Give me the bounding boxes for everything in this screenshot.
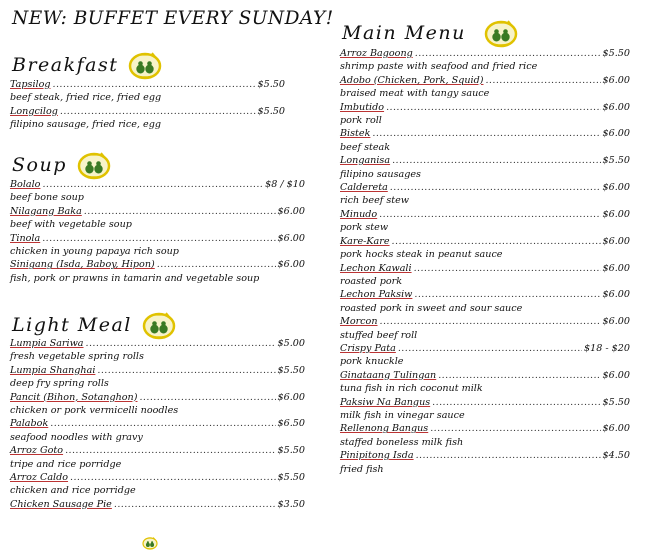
menu-item-name: Lumpia Sariwa (10, 338, 84, 349)
menu-item-line (340, 208, 630, 221)
menu-item-line (10, 498, 305, 511)
main-menu-items (340, 47, 630, 476)
menu-item-line (10, 364, 305, 377)
menu-item-description: fresh vegetable spring rolls (10, 351, 144, 363)
breakfast-heading (12, 50, 162, 80)
menu-item (340, 74, 630, 101)
menu-item-description: chicken or pork vermicelli noodles (10, 405, 179, 417)
light-meal-heading (12, 310, 176, 340)
menu-item (340, 47, 630, 74)
menu-item-line (340, 154, 630, 167)
menu-item-price: $6.00 (602, 74, 630, 86)
menu-item (340, 235, 630, 262)
menu-item-price: $5.50 (257, 105, 285, 117)
dot-leader (386, 101, 600, 114)
menu-item-description: milk fish in vinegar sauce (340, 409, 465, 421)
menu-item (340, 449, 630, 476)
section-title: Breakfast (12, 54, 119, 76)
dot-leader (42, 178, 263, 191)
menu-item-price: $6.00 (602, 128, 630, 140)
menu-item-description: tuna fish in rich coconut milk (340, 383, 483, 395)
dot-leader (430, 422, 600, 435)
menu-item-price: $6.00 (602, 262, 630, 274)
menu-item (10, 78, 285, 105)
menu-item-description: stuffed beef roll (340, 329, 418, 341)
menu-item-price: $6.00 (602, 423, 630, 435)
menu-item-name: Palabok (10, 418, 49, 430)
menu-item-description: braised meat with tangy sauce (340, 88, 490, 100)
menu-item-line (10, 391, 305, 404)
dot-leader (86, 337, 276, 350)
menu-item-price: $6.00 (277, 259, 305, 271)
menu-item-price: $6.00 (277, 391, 305, 403)
menu-item-description: shrimp paste with seafood and fried rice (340, 61, 538, 73)
section-title: Soup (12, 154, 67, 176)
menu-item (10, 444, 305, 471)
dot-leader (84, 205, 276, 218)
menu-item-name: Sinigang (Isda, Baboy, Hipon) (10, 259, 155, 271)
menu-item (340, 262, 630, 289)
menu-item-description: pork stew (340, 222, 389, 234)
menu-item-line (340, 235, 630, 248)
menu-item-line (340, 422, 630, 435)
menu-item-price: $6.00 (277, 232, 305, 244)
menu-item (340, 288, 630, 315)
menu-item-line (340, 449, 630, 462)
menu-item-price: $5.50 (602, 396, 630, 408)
menu-item-line (10, 232, 305, 245)
menu-item (340, 127, 630, 154)
menu-item-description: beef with vegetable soup (10, 219, 132, 231)
menu-item-description: pork hocks steak in peanut sauce (340, 249, 503, 261)
menu-item-name: Paksiw Na Bangus (340, 396, 431, 408)
menu-item (340, 369, 630, 396)
menu-item-name: Kare-Kare (340, 235, 390, 247)
menu-item-line (340, 262, 630, 275)
menu-item-name: Arroz Goto (10, 445, 64, 457)
dot-leader (380, 315, 601, 328)
soup-heading (12, 150, 111, 180)
menu-item-price: $6.00 (602, 316, 630, 328)
menu-item-description: roasted pork (340, 275, 403, 287)
menu-item-name: Crispy Pata (340, 342, 396, 354)
menu-item (10, 232, 305, 259)
menu-item-name: Nilagang Baka (10, 205, 82, 217)
menu-item (10, 391, 305, 418)
section-title: Main Menu (342, 22, 466, 44)
restaurant-logo-icon (77, 150, 111, 180)
breakfast-items (10, 78, 285, 132)
menu-item-price: $5.50 (277, 364, 305, 376)
menu-item-description: staffed boneless milk fish (340, 436, 464, 448)
dot-leader (157, 258, 276, 271)
menu-item-name: Arroz Bagoong (340, 48, 413, 59)
soup-items (10, 178, 305, 285)
dot-leader (485, 74, 600, 87)
menu-item-price: $5.50 (257, 79, 285, 90)
menu-item-line (340, 288, 630, 301)
menu-item-description: fish, pork or prawns in tamarin and vegetable soup (10, 272, 260, 284)
menu-item-name: Ginataang Tulingan (340, 369, 437, 381)
menu-item-line (340, 127, 630, 140)
menu-item-name: Pinipitong Isda (340, 450, 414, 462)
menu-item-description: filipino sausages (340, 168, 421, 180)
menu-item-line (10, 78, 285, 91)
menu-item-description: tripe and rice porridge (10, 458, 122, 470)
menu-item-price: $8 / $10 (265, 179, 305, 190)
dot-leader (379, 208, 600, 221)
menu-item (10, 205, 305, 232)
menu-item-price: $5.00 (277, 338, 305, 349)
menu-item-line (340, 315, 630, 328)
menu-item-price: $5.50 (277, 445, 305, 457)
dot-leader (50, 417, 275, 430)
menu-item-name: Longanisa (340, 155, 391, 167)
dot-leader (372, 127, 600, 140)
menu-item-line (340, 47, 630, 60)
menu-item-description: roasted pork in sweet and sour sauce (340, 302, 523, 314)
menu-item-line (340, 369, 630, 382)
restaurant-logo-icon (128, 50, 162, 80)
dot-leader (392, 154, 600, 167)
menu-item-description: chicken and rice porridge (10, 485, 136, 497)
dot-leader (438, 369, 600, 382)
dot-leader (390, 181, 601, 194)
menu-item-line (340, 342, 630, 355)
menu-item-line (10, 258, 305, 271)
menu-item-name: Tapsilog (10, 79, 51, 90)
menu-item-description: deep fry spring rolls (10, 378, 109, 390)
light-meal-items (10, 337, 305, 511)
menu-item-line (10, 471, 305, 484)
menu-item-name: Bolalo (10, 179, 41, 190)
menu-item-price: $6.00 (602, 235, 630, 247)
menu-item (340, 396, 630, 423)
menu-item-description: rich beef stew (340, 195, 410, 207)
restaurant-logo-icon (142, 310, 176, 340)
menu-item (10, 471, 305, 498)
dot-leader (97, 364, 275, 377)
banner-title: NEW: BUFFET EVERY SUNDAY! (12, 8, 334, 29)
menu-item (10, 337, 305, 364)
menu-item (10, 498, 305, 511)
menu-item-line (10, 105, 285, 118)
menu-item (340, 101, 630, 128)
menu-item-price: $6.00 (602, 101, 630, 113)
menu-item-description: beef bone soup (10, 192, 84, 204)
dot-leader (53, 78, 256, 91)
menu-item-line (10, 205, 305, 218)
menu-item-name: Caldereta (340, 182, 388, 194)
menu-item-description: filipino sausage, fried rice, egg (10, 119, 161, 131)
menu-item-line (10, 178, 305, 191)
menu-item (10, 258, 305, 285)
menu-item-price: $6.00 (602, 182, 630, 194)
dot-leader (414, 262, 601, 275)
menu-item (340, 208, 630, 235)
menu-item-description: pork knuckle (340, 356, 404, 368)
menu-item-name: Adobo (Chicken, Pork, Squid) (340, 74, 484, 86)
menu-item-name: Longcilog (10, 105, 58, 117)
menu-item-line (10, 444, 305, 457)
menu-item-line (340, 181, 630, 194)
menu-item-name: Arroz Caldo (10, 472, 69, 484)
restaurant-logo-icon (484, 18, 518, 48)
menu-item-name: Pancit (Bihon, Sotanghon) (10, 391, 138, 403)
menu-item-line (340, 74, 630, 87)
menu-item (10, 178, 305, 205)
menu-item-name: Morcon (340, 316, 378, 328)
menu-item (340, 342, 630, 369)
menu-item-price: $5.50 (602, 48, 630, 59)
menu-item-price: $6.00 (602, 208, 630, 220)
menu-item (340, 422, 630, 449)
restaurant-logo-icon (140, 536, 160, 550)
menu-item-name: Imbutido (340, 101, 385, 113)
menu-item-price: $6.00 (602, 369, 630, 381)
dot-leader (114, 498, 276, 511)
menu-item (10, 417, 305, 444)
menu-item-line (10, 417, 305, 430)
menu-item-name: Tinola (10, 232, 41, 244)
menu-item (340, 181, 630, 208)
dot-leader (432, 396, 600, 409)
menu-item-price: $5.50 (602, 155, 630, 167)
dot-leader (60, 105, 256, 118)
menu-item-price: $4.50 (602, 450, 630, 462)
menu-item-name: Minudo (340, 208, 378, 220)
dot-leader (70, 471, 276, 484)
menu-item-line (340, 101, 630, 114)
menu-item-line (10, 337, 305, 350)
menu-item-price: $6.00 (277, 205, 305, 217)
dot-leader (414, 288, 600, 301)
menu-item (340, 315, 630, 342)
menu-item-description: chicken in young papaya rich soup (10, 246, 179, 258)
menu-item-price: $18 - $20 (584, 342, 630, 354)
dot-leader (398, 342, 582, 355)
menu-item-name: Lumpia Shanghai (10, 364, 96, 376)
dot-leader (139, 391, 275, 404)
menu-item-name: Chicken Sausage Pie (10, 498, 112, 510)
main-menu-heading (342, 18, 518, 48)
menu-item-price: $6.00 (602, 289, 630, 301)
dot-leader (392, 235, 601, 248)
menu-item-description: pork roll (340, 115, 382, 127)
menu-item (10, 105, 285, 132)
dot-leader (42, 232, 275, 245)
menu-item-description: seafood noodles with gravy (10, 431, 143, 443)
menu-item (340, 154, 630, 181)
menu-item-name: Bistek (340, 128, 371, 140)
menu-item-price: $3.50 (277, 498, 305, 510)
menu-item-price: $6.50 (277, 418, 305, 430)
menu-item-description: beef steak, fried rice, fried egg (10, 92, 162, 104)
menu-item-name: Lechon Paksiw (340, 289, 413, 301)
dot-leader (416, 449, 601, 462)
menu-item-price: $5.50 (277, 472, 305, 484)
menu-item-name: Lechon Kawali (340, 262, 412, 274)
section-title: Light Meal (12, 314, 132, 336)
menu-item-description: beef steak (340, 141, 391, 153)
menu-item-description: fried fish (340, 463, 384, 475)
dot-leader (415, 47, 601, 60)
menu-item (10, 364, 305, 391)
menu-item-name: Rellenong Bangus (340, 423, 429, 435)
dot-leader (65, 444, 275, 457)
menu-item-line (340, 396, 630, 409)
